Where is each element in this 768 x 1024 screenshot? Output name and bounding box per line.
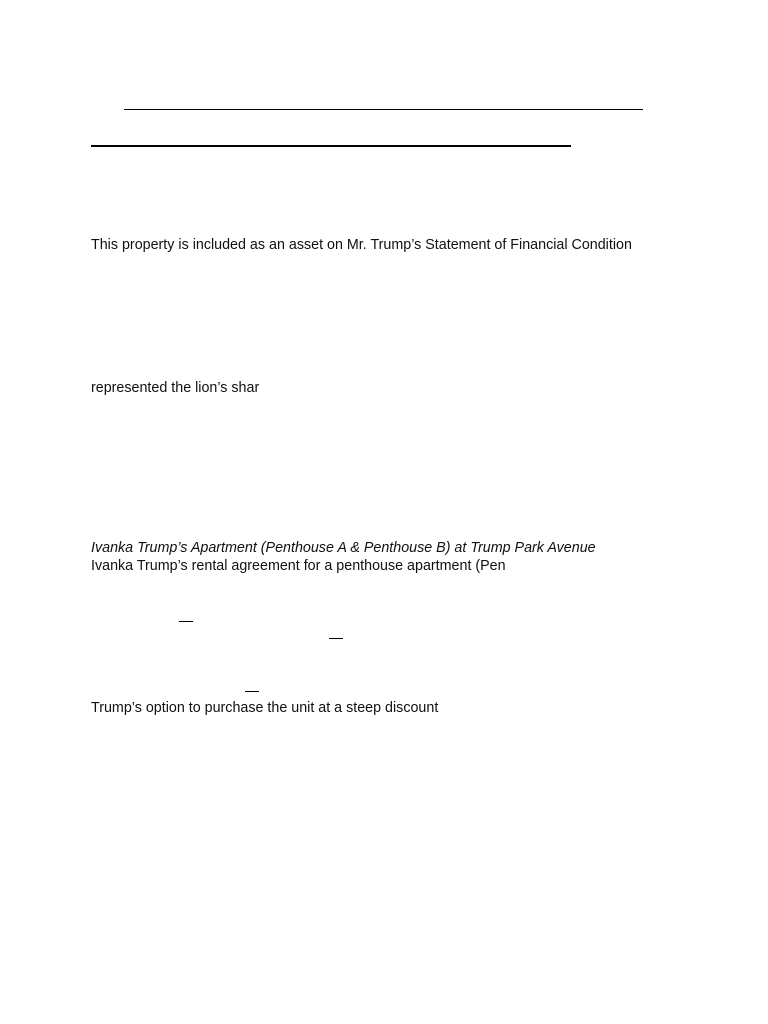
- header-rule: [124, 109, 643, 110]
- paragraph-purchase-option: Trump’s option to purchase the unit at a steep discount: [91, 700, 439, 716]
- paragraph-lions-share: represented the lion’s shar: [91, 380, 260, 396]
- em-dash-mark: [245, 691, 259, 692]
- title-underline: [91, 145, 571, 147]
- paragraph-financial-condition: This property is included as an asset on Mr. Trump’s Statement of Financial Condition: [91, 237, 632, 253]
- section-heading-ivanka-apartment: Ivanka Trump’s Apartment (Penthouse A & Penthouse B) at Trump Park Avenue: [91, 540, 596, 556]
- em-dash-mark: [179, 621, 193, 622]
- em-dash-mark: [329, 638, 343, 639]
- paragraph-rental-agreement: Ivanka Trump’s rental agreement for a penthouse apartment (Pen: [91, 558, 506, 574]
